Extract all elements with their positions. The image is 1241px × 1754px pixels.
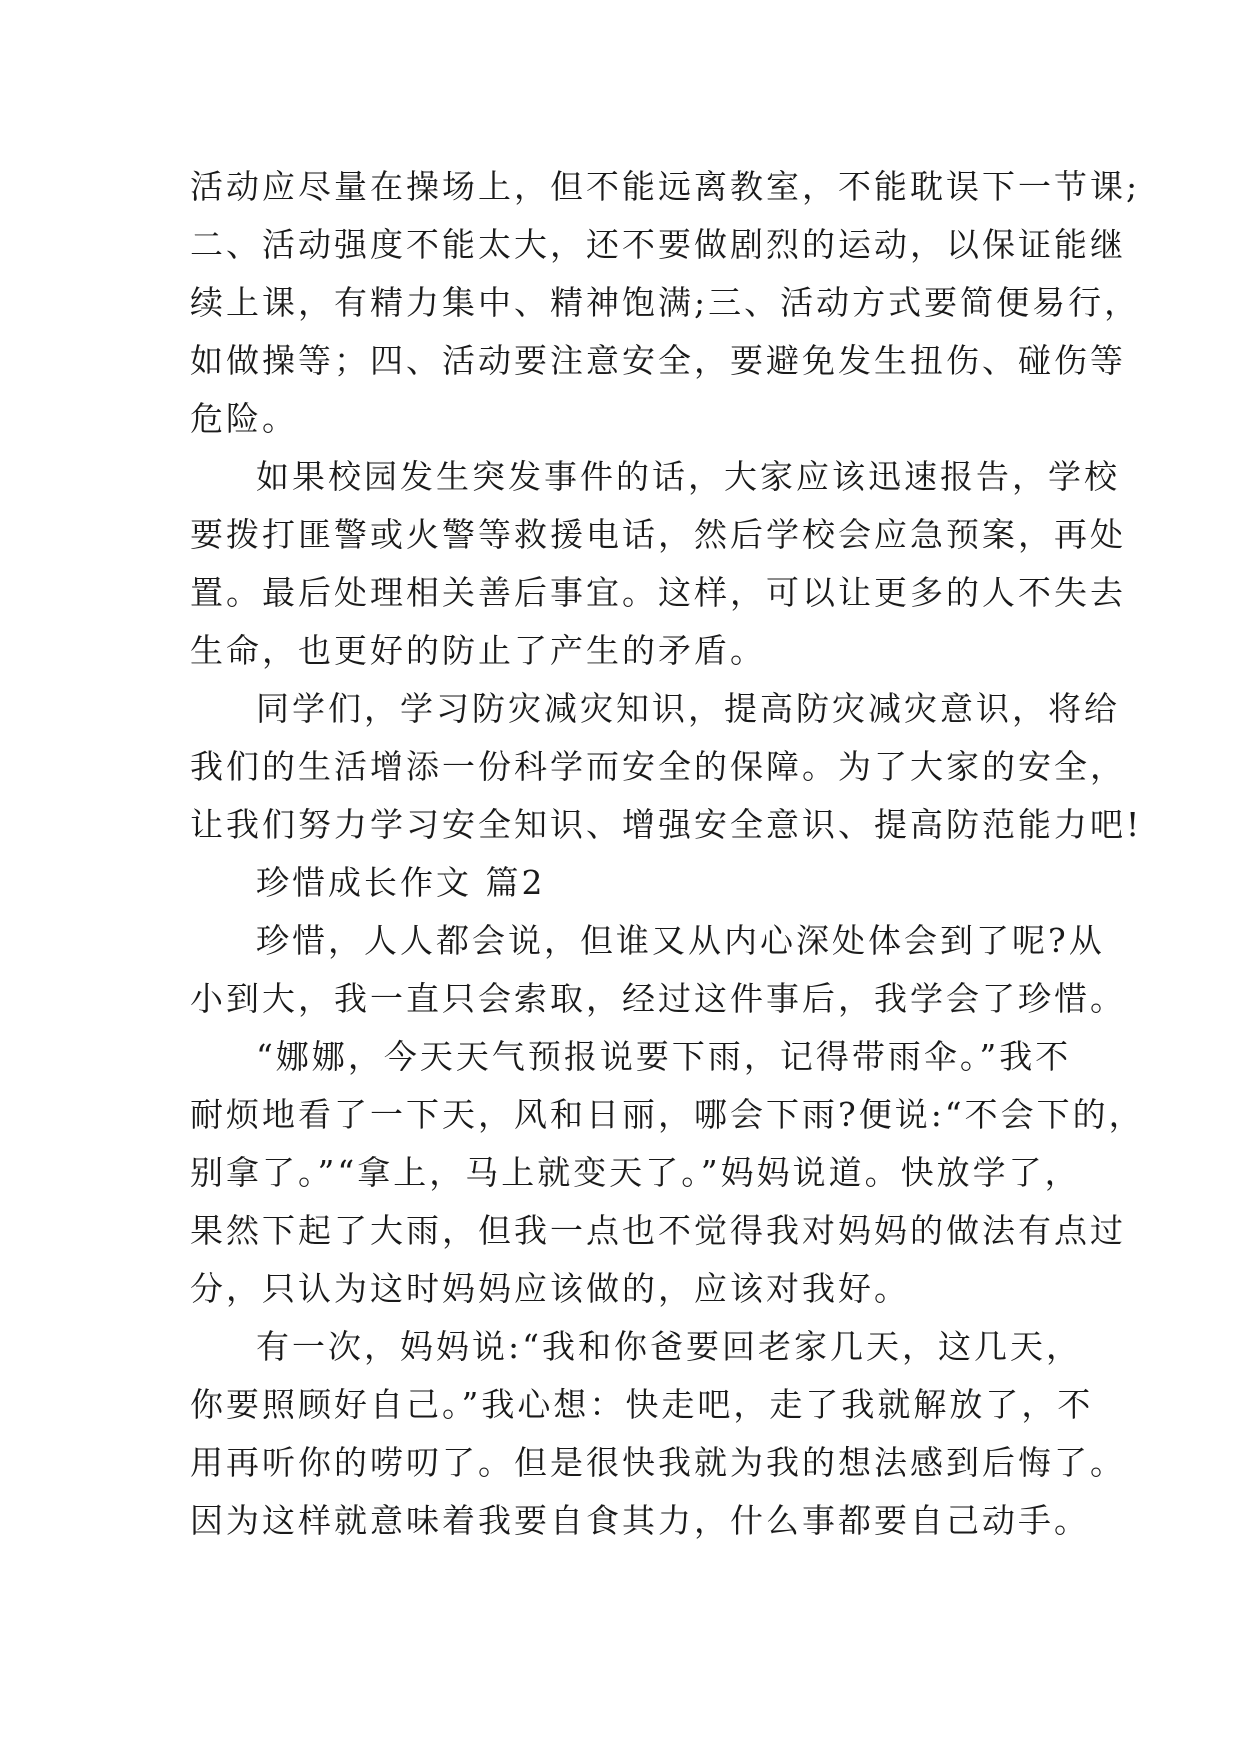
text-line: 生命，也更好的防止了产生的矛盾。 xyxy=(190,631,766,670)
text-line: 续上课，有精力集中、精神饱满;三、活动方式要简便易行， xyxy=(190,283,1141,322)
paragraph-continuation xyxy=(190,158,1141,448)
paragraph xyxy=(190,1028,1145,1318)
text-line: 置。最后处理相关善后事宜。这样，可以让更多的人不失去 xyxy=(190,573,1126,612)
text-line: 活动应尽量在操场上，但不能远离教室，不能耽误下一节课; xyxy=(190,167,1141,206)
text-line: “娜娜，今天天气预报说要下雨，记得带雨伞。”我不 xyxy=(256,1037,1072,1076)
heading-line: 珍惜成长作文 篇2 xyxy=(256,863,546,902)
paragraph xyxy=(190,448,1126,680)
text-line: 如做操等；四、活动要注意安全，要避免发生扭伤、碰伤等 xyxy=(190,341,1126,380)
text-line: 果然下起了大雨，但我一点也不觉得我对妈妈的做法有点过 xyxy=(190,1211,1126,1250)
text-line: 耐烦地看了一下天，风和日丽，哪会下雨?便说:“不会下的， xyxy=(190,1095,1145,1134)
text-line: 因为这样就意味着我要自食其力，什么事都要自己动手。 xyxy=(190,1501,1090,1540)
paragraph xyxy=(190,680,1143,854)
paragraph xyxy=(190,1318,1126,1550)
text-line: 要拨打匪警或火警等救援电话，然后学校会应急预案，再处 xyxy=(190,515,1126,554)
text-line: 我们的生活增添一份科学而安全的保障。为了大家的安全， xyxy=(190,747,1126,786)
text-line: 同学们，学习防灾减灾知识，提高防灾减灾意识，将给 xyxy=(256,689,1120,728)
paragraph xyxy=(190,912,1126,1028)
section-heading xyxy=(190,854,1070,912)
text-line: 如果校园发生突发事件的话，大家应该迅速报告，学校 xyxy=(256,457,1120,496)
text-line: 危险。 xyxy=(190,399,298,438)
text-line: 别拿了。”“拿上，马上就变天了。”妈妈说道。快放学了， xyxy=(190,1153,1081,1192)
text-line: 分，只认为这时妈妈应该做的，应该对我好。 xyxy=(190,1269,910,1308)
text-line: 用再听你的唠叨了。但是很快我就为我的想法感到后悔了。 xyxy=(190,1443,1126,1482)
text-line: 小到大，我一直只会索取，经过这件事后，我学会了珍惜。 xyxy=(190,979,1126,1018)
text-line: 让我们努力学习安全知识、增强安全意识、提高防范能力吧! xyxy=(190,805,1143,844)
text-line: 珍惜，人人都会说，但谁又从内心深处体会到了呢?从 xyxy=(256,921,1105,960)
text-line: 二、活动强度不能太大，还不要做剧烈的运动，以保证能继 xyxy=(190,225,1126,264)
text-line: 你要照顾好自己。”我心想：快走吧，走了我就解放了，不 xyxy=(190,1385,1094,1424)
text-line: 有一次，妈妈说:“我和你爸要回老家几天，这几天， xyxy=(256,1327,1082,1366)
document-body xyxy=(190,158,1145,1550)
